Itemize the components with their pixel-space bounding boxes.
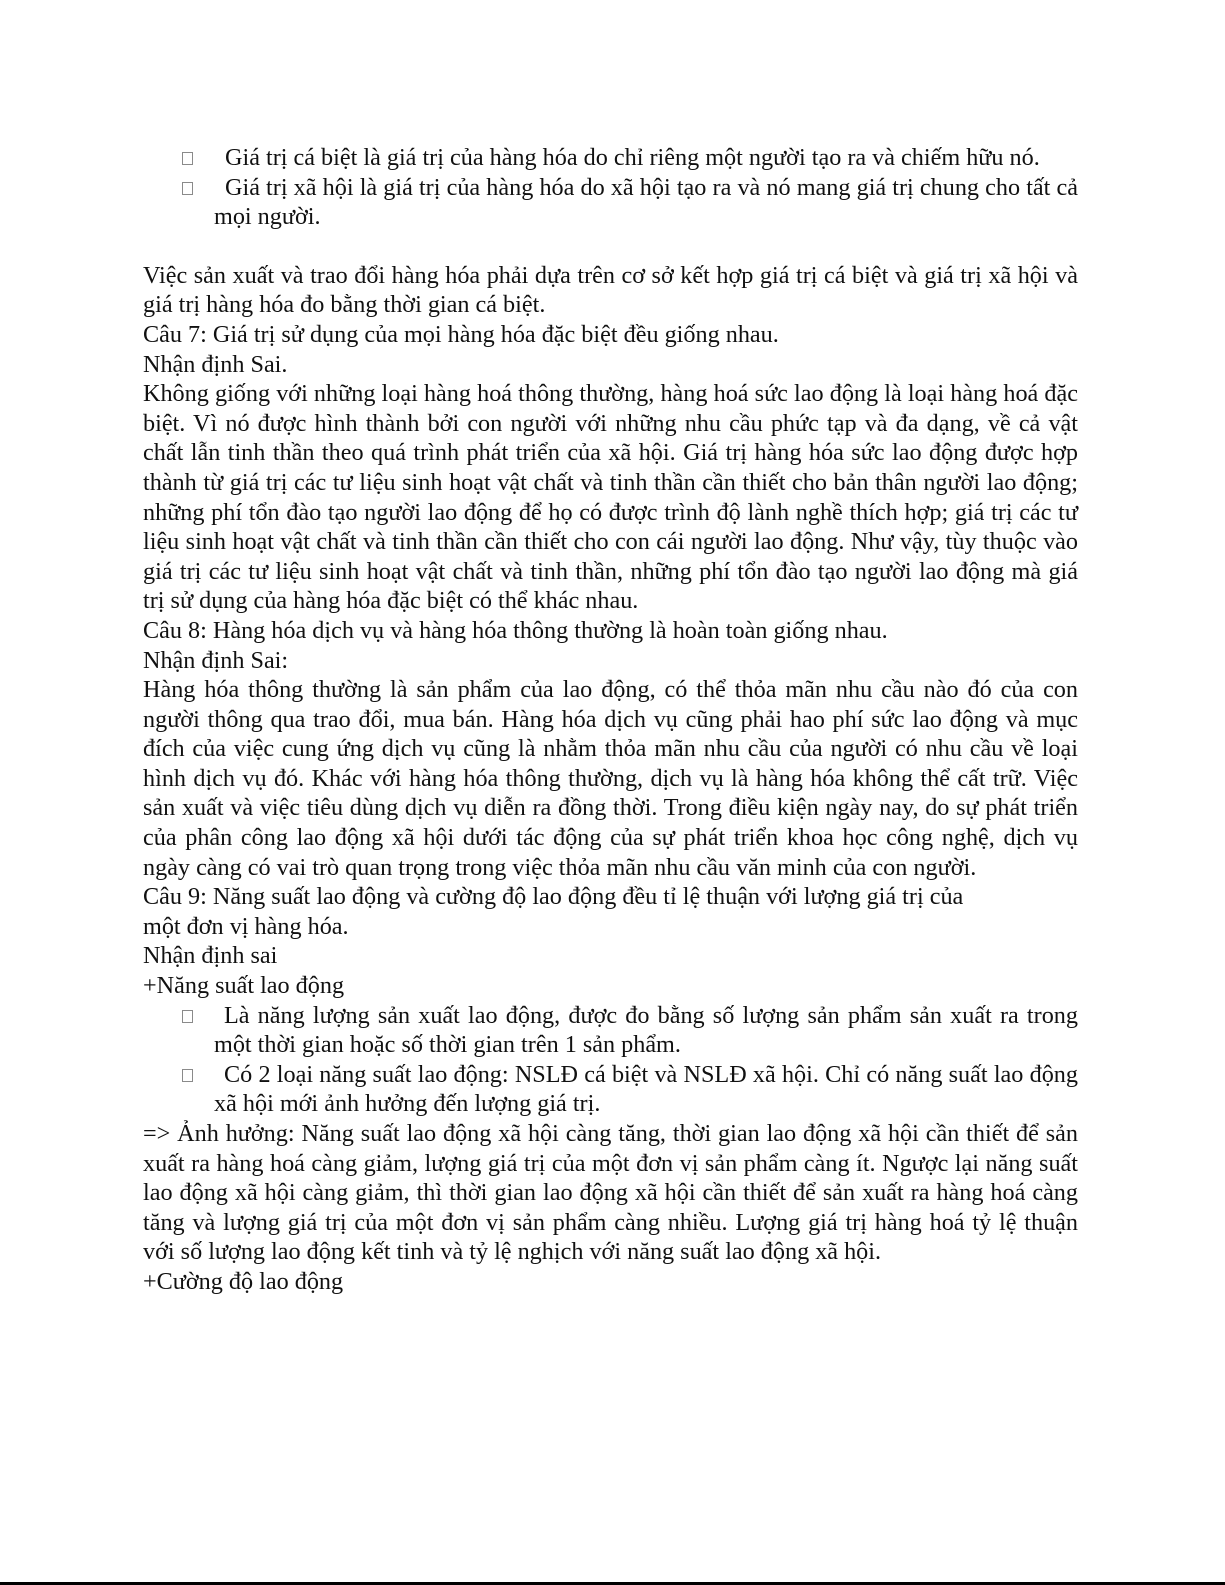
subheading-productivity: +Năng suất lao động	[143, 972, 345, 1000]
bullet-item	[143, 1001, 1078, 1060]
question-9-line-1: Câu 9: Năng suất lao động và cường độ lao động đều tỉ lệ thuận với lượng giá trị của	[143, 883, 964, 911]
bullet-item	[143, 1060, 1078, 1119]
answer-7-body: Không giống với những loại hàng hoá thông thường, hàng hoá sức lao động là loại hàng hoá đặc biệt. Vì nó được hình thành bởi con người với những nhu cầu phức tạp và đa dạng, về cả vật chất lẫn tinh thần theo quá trình phát triển của xã hội. Giá trị hàng hóa sức lao động được hợp thành từ giá trị các tư liệu sinh hoạt vật chất và tinh thần cần thiết cho bản thân người lao động; những phí tổn đào tạo người lao động để họ có được trình độ lành nghề thích hợp; giá trị các tư liệu sinh hoạt vật chất và tinh thần cần thiết cho con cái người lao động. Như vậy, tùy thuộc vào giá trị các tư liệu sinh hoạt vật chất và tinh thần, những phí tổn đào tạo người lao động mà giá trị sử dụng của hàng hóa đặc biệt có thể khác nhau.	[143, 380, 1078, 615]
bullet-text: Có 2 loại năng suất lao động: NSLĐ cá biệt và NSLĐ xã hội. Chỉ có năng suất lao động xã hội mới ảnh hưởng đến lượng giá trị.	[214, 1060, 1078, 1118]
answer-8-body: Hàng hóa thông thường là sản phẩm của lao động, có thể thỏa mãn nhu cầu nào đó của con người thông qua trao đổi, mua bán. Hàng hóa dịch vụ cũng phải hao phí sức lao động và mục đích của việc cung ứng dịch vụ cũng là nhằm thỏa mãn nhu cầu của người có nhu cầu về loại hình dịch vụ đó. Khác với hàng hóa thông thường, dịch vụ là hàng hóa không thể cất trữ. Việc sản xuất và việc tiêu dùng dịch vụ diễn ra đồng thời. Trong điều kiện ngày nay, do sự phát triển của phân công lao động xã hội dưới tác động của sự phát triển khoa học công nghệ, dịch vụ ngày càng có vai trò quan trọng trong việc thỏa mãn nhu cầu văn minh của con người.	[143, 676, 1078, 881]
bullet-text: Giá trị xã hội là giá trị của hàng hóa do xã hội tạo ra và nó mang giá trị chung cho tất cả mọi người.	[214, 173, 1078, 231]
bullet-box-icon	[182, 182, 193, 195]
bullet-list-top	[143, 143, 1078, 232]
bullet-list-productivity	[143, 1001, 1078, 1119]
question-9-line-2: một đơn vị hàng hóa.	[143, 912, 349, 940]
bullet-item	[143, 143, 1078, 173]
question-8: Câu 8: Hàng hóa dịch vụ và hàng hóa thông thường là hoàn toàn giống nhau.	[143, 616, 888, 644]
verdict-9: Nhận định sai	[143, 942, 278, 970]
bullet-box-icon	[182, 152, 193, 165]
conclusion-paragraph: Việc sản xuất và trao đổi hàng hóa phải dựa trên cơ sở kết hợp giá trị cá biệt và giá trị xã hội và giá trị hàng hóa đo bằng thời gian cá biệt.	[143, 261, 1078, 319]
bullet-text: Giá trị cá biệt là giá trị của hàng hóa do chỉ riêng một người tạo ra và chiếm hữu nó.	[225, 144, 1040, 171]
document-page	[143, 143, 1078, 1297]
bullet-item	[143, 173, 1078, 232]
bullet-box-icon	[182, 1010, 193, 1023]
bullet-text: Là năng lượng sản xuất lao động, được đo bằng số lượng sản phẩm sản xuất ra trong một thời gian hoặc số thời gian trên 1 sản phẩm.	[214, 1001, 1078, 1059]
subheading-intensity: +Cường độ lao động	[143, 1267, 344, 1295]
paragraph-spacer	[143, 232, 1078, 261]
effect-paragraph: => Ảnh hưởng: Năng suất lao động xã hội càng tăng, thời gian lao động xã hội cần thiết để sản xuất ra hàng hoá càng giảm, lượng giá trị của một đơn vị sản phẩm càng ít. Ngược lại năng suất lao động xã hội càng giảm, thì thời gian lao động xã hội cần thiết để sản xuất ra hàng hoá càng tăng và lượng giá trị của một đơn vị sản phẩm càng nhiều. Lượng giá trị hàng hoá tỷ lệ thuận với số lượng lao động kết tinh và tỷ lệ nghịch với năng suất lao động xã hội.	[143, 1120, 1078, 1266]
verdict-7: Nhận định Sai.	[143, 350, 288, 378]
bullet-box-icon	[182, 1069, 193, 1082]
verdict-8: Nhận định Sai:	[143, 646, 289, 674]
question-7: Câu 7: Giá trị sử dụng của mọi hàng hóa đặc biệt đều giống nhau.	[143, 320, 779, 348]
